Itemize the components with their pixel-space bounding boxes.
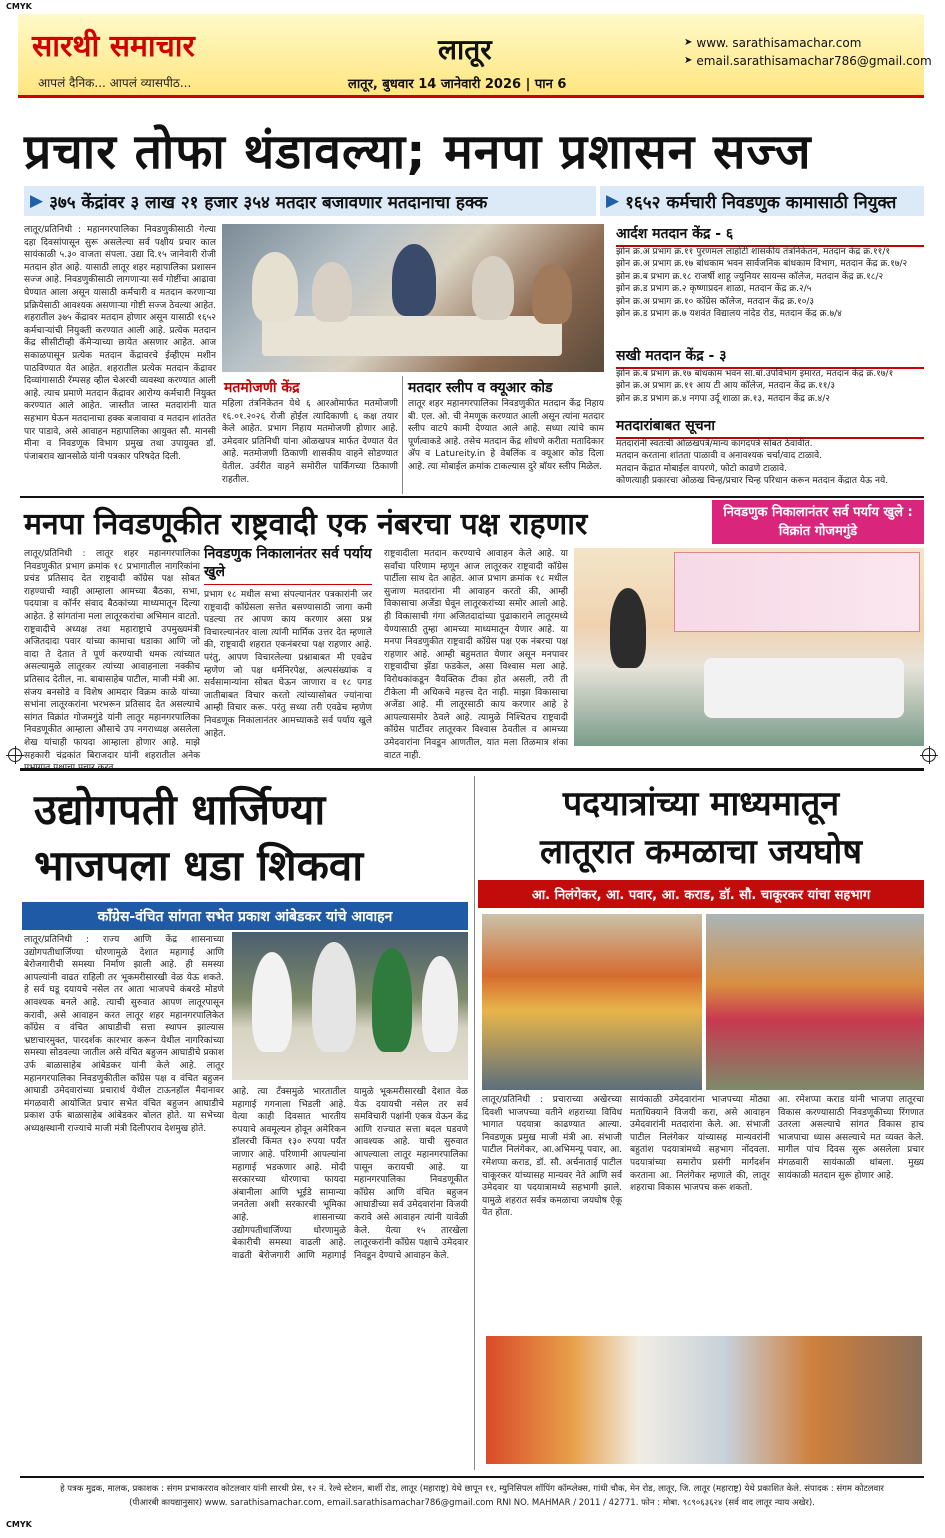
list-item: झोन क्र.ड प्रभाग क्र.४ नगपा उर्दू शाळा क्र.१३, मतदान केंद्र क्र.४/२ [616,393,830,404]
registration-mark-icon [922,748,936,762]
padyatra-photo-1 [482,914,702,1090]
story2-col3: राष्ट्रवादीला मतदान करण्याचे आवाहन केले आहे. या सर्वांचा परिणाम म्हणून आज लातूरकर राष्ट्रवादी कॉग्रेस पार्टीला साथ देत आहेत. आज प्रभाग क्रमांक १८ मधील सुजाण मतदारांना मी आवाहन करतो की, आम्ही विकासाचा अजेंडा घेवून लातूरकरांच्या समोर आलो आहे. ही विकासाची गंगा अजितदादांच्या पुढाकाराने लातूरमध्ये येण्यासाठी तुम्हा आमच्या माध्यमातून येणार आहे. या मनपा निवडणुकीत राष्ट्रवादी कॉग्रेस पक्ष एक नंबरचा पक्ष राहणार आहे. आम्ही बहुमतात येणार असून मनपावर राष्ट्रवादीचा झेंडा फडकेल, असा विश्वास मला आहे. विरोधकांकडून वैयक्तिक टीका होत असली, तरी ती टीकेला मी अधिकचे महत्त्व देत नाही. माझा विकासाचा अजेंडा आहे. मी लातूरसाठी काय करणार आहे हे आपल्यासमोर ठेवले आहे. त्यामुळे निश्चितच राष्ट्रवादी कॉग्रेस पार्टीवर लातूरकर विश्वास ठेवतील व आमच्या उमेदवारांना निवडून आणतील, यात मला तिळमात्र शंका वाटत नाही. [384,549,568,761]
list-item: मतदान केंद्रात मोबाईल वापरणे, फोटो काढणे टाळावे. [616,463,787,474]
padyatra-photo-strip [486,1336,922,1464]
cmyk-mark: CMYK [6,1520,32,1529]
cmyk-mark: CMYK [6,2,32,11]
story2-highlight [204,545,372,739]
stage-photo [574,548,924,746]
list-item: झोन क्र.अ प्रभाग क्र.१० कॉग्रेस कॉलेज, मतदान केंद्र क्र.१०/३ [616,296,815,307]
list-item: कोणत्याही प्रकारचा ओळख चिन्ह/प्रचार चिन्ह परिधान करून मतदान केंद्रात येऊ नये. [616,476,889,487]
story2-quote-box: निवडणुक निकालानंतर सर्व पर्याय खुले : विक्रांत गोजमगुंडे [712,500,924,544]
highlight-title: निवडणुक निकालानंतर सर्व पर्याय खुले [204,545,372,585]
email-link[interactable]: email.sarathisamachar786@gmail.com [696,54,932,68]
subheadline-staff: ▶ १६५२ कर्मचारी निवडणुक कामासाठी नियुक्त [600,186,924,216]
story4-col1: लातूर/प्रतिनिधी : प्रचाराच्या अखेरच्या दिवशी भाजपच्या वतीने शहराच्या विविध भागात पदयात्रा काढण्यात आल्या. निवडणूक प्रमुख माजी मंत्री आ. संभाजी पाटील निलंगेकर, आ.अभिमन्यू पवार, आ. रमेशप्पा कराड, डॉ. सौ. अर्चनाताई पाटील चाकूरकर यांच्यासह मान्यवर नेते आणि सर्व उमेदवार या पदयात्रामध्ये सहभागी झाले. यामुळे शहरात सर्वत्र कमळाचा जयघोष ऐकू येत होता. [482,1095,622,1219]
story1-body: लातूर/प्रतिनिधी : महानगरपालिका निवडणुकीसाठी गेल्या दहा दिवसांपासून सुरू असलेल्या सर्व पक्षीय प्रचार काल सायंकाळी ५.३० वाजता संपला. उद्या दि.१५ जानेवारी रोजी मतदान होत आहे. यासाठी लातूर शहर महापालिका प्रशासन सज्ज आहे. निवडणुकीसाठी लागणाऱ्या सर्व गोष्टींचा आढावा घेण्यात आला असून यासाठी कर्मचारी व मतदान करणाऱ्या प्रक्रियेसाठी आवश्यक असणाऱ्या गोष्टी सज्ज ठेवल्या आहेत. शहरातील ३७५ केंद्रावर मतदान होणार असून यासाठी १६५२ कर्मचाऱ्यांची नियुक्ती करण्यात आली आहे. प्रत्येक मतदान केंद्र सीसीटीव्ही कॅमेऱ्याच्या छायेत असणार आहेत. आज सकाळपासून प्रत्येक मतदान केंद्रावरचे ईव्हीएम मशीन पाठविण्यात येत आहेत. शहरातील प्रत्येक मतदान केंद्रावर दिव्यांगासाठी रॅम्पसह व्हील चेअरची व्यवस्था करण्यात आली आहे. त्याच प्रमाणे मतदान केंद्रावर आरोग्य कर्मचारी नियुक्त करण्यात आले आहेत. जास्तीत जास्त मतदारांनी यात सहभाग घेऊन मतदानाचा हक्क बजावावा व मतदान शांततेत पार पाडावे, असे आवाहन महापालिका आयुक्त सौ. मानसी मीना व निवडणूक विभाग प्रमुख तथा उपायुक्त डॉ. पंजाबराव खानसोळे यांनी पत्रकार परिषदेत दिली. [24,225,216,462]
rally-photo-stage [232,932,468,1080]
box-label-counting: मतमोजणी केंद्र [224,380,300,396]
list-item: झोन क्र.अ प्रभाग क्र.१७ बांधकाम भवन सार्वजनिक बांधकाम विभाग, मतदान केंद्र क्र.१७/२ [616,259,908,270]
list-item: झोन क्र.अ प्रभाग क्र.११ आय टी आय कॉलेज, मतदान केंद्र क्र.११/३ [616,381,836,392]
story2-headline: मनपा निवडणूकीत राष्ट्रवादी एक नंबरचा पक्ष राहणार [24,507,588,542]
arrow-icon: ➤ [684,55,693,66]
story4-col3: आ. रमेशप्पा कराड यांनी भाजपा लातूरचा विकास करण्यासाठी निवडणूकीच्या रिंगणात उतरला असल्याचे सांगत विकास हाच भाजपाचा ध्यास असल्याचे मत व्यक्त केले. मागील पांच दिवस सुरू असलेला प्रचार मंगळवारी सायंकाळी थांबला. मुख्य सायंकाळी मतदान सुरू होणार आहे. [778,1095,924,1181]
subheadline-voters: ▶ ३७५ केंद्रांवर ३ लाख २१ हजार ३५४ मतदार बजावणार मतदानाचा हक्क [24,186,596,216]
masthead [18,14,932,98]
model-centers-list [616,246,924,320]
story3-col1: लातूर/प्रतिनिधी : राज्य आणि केंद्र शासनाच्या उद्योगपतीधार्जिण्या धोरणामुळे देशात महागाई आणि बेरोजगारीची समस्या निर्माण झाली आहे. ही समस्या आपल्यांनी वाढत राहिली तर भूकमरीसारखी वेळ येऊ शकते. हे सर्व घडू दयायचे नसेल तर आता भाजपचे कंबरडे मोडणे आवश्यक बनले आहे. त्याची सुरुवात आपण लातूरपासून करावी, असे आवाहन करत लातूर शहर महानगरपालिकेत काँग्रेस व वंचित आघाडीची सत्ता स्थापन झाल्यास भ्रष्टाचारमुक्त, पारदर्शक कारभार करून येथील नागरिकांच्या समस्या सोडवल्या जातील असे वंचित बहुजन आघाडीचे प्रकाश उर्फ बाळासाहेब आंबेडकर यांनी केले आहे. लातूर महानगरपालिका निवडणुकीतील काँग्रेस पक्ष व वंचित बहुजन आघाडी उमेदवारांच्या प्रचारार्थ येथील टाऊनहॉल मैदानावर मंगळवारी आयोजित प्रचार सभेत वंचित बहुजन आघाडीचे प्रकाश उर्फ बाळासाहेब आंबेडकर बोलत होते. या सभेच्या अध्यक्षस्थानी राज्याचे माजी मंत्री दिलीपराव देशमुख होते. [24,935,224,1134]
arrow-icon: ➤ [684,37,693,48]
story4-subhead-bar: आ. निलंगेकर, आ. पवार, आ. कराड, डॉ. सौ. चाकूरकर यांचा सहभाग [478,880,924,908]
voter-notice-head: मतदारांबाबत सूचना [616,416,924,439]
list-item: झोन क्र.अ प्रभाग क्र.११ पुरणमल लाहोटी शासकीय तंत्रनिकेतन, मतदान केंद्र क्र.११/१ [616,247,891,257]
list-item: झोन क्र.ब प्रभाग क्र.१७ बांधकाम भवन सा.बां.उपविभाग इमारत, मतदान केंद्र क्र.१७/१ [616,369,894,379]
padyatra-photo-2 [706,914,924,1090]
story3-headline: उद्योगपती धार्जिण्या भाजपला धडा शिकवा [34,785,364,890]
model-centers-head: आर्दश मतदान केंद्र - ६ [616,224,924,247]
contact-block [684,34,932,70]
counting-text: महिला तंत्रनिकेतन येथे ६ आरओमार्फत मतमोजणी १६.०१.२०२६ रोजी होईल त्यादिकाणी ६ कक्ष तयार केले आहेत. प्रभाग निहाय मतमोजणी होणार आहे. उमेदवार प्रतिनिधी यांना ओळखपत्र मार्फत देण्यात येत आहे. मतमोजणी ठिकाणी शासकीय वाहने सोडण्यात येतील. उर्वरीत वाहने समोरील पार्किंगच्या ठिकाणी राहतील. [222,399,398,485]
box-label-voter-slip: मतदार स्लीप व क्यूआर कोड [408,380,553,396]
list-item: मतदान करताना शांतता पाळावी व अनावश्यक चर्चा/वाद टाळावे. [616,451,822,462]
dateline: लातूर, बुधवार 14 जानेवारी 2026 | पान 6 [348,77,567,92]
edition-city: लातूर [438,33,492,66]
voter-slip-text: लातूर शहर महानगरपालिका निवडणुकीत मतदान केंद्र निहाय बी. एल. ओ. ची नेमणूक करण्यात आली असून त्यांना मतदार स्लीप वाटपे कामी देण्यात आले आहे. सध्या त्यांचे काम पूर्णत्वाकडे आहे. तसेच मतदान केंद्र शोधणे करीता मतादिकार ॲप व Latureity.in हे वेबलिंक व क्यूआर कोड दिला आहे. त्या मोबाईल क्रमांक टाकल्यास दुरे बॉयर स्लीप मिळेल. [408,399,604,472]
arrow-icon: ▶ [30,191,44,211]
story2-col1: लातूर/प्रतिनिधी : लातूर शहर महानगरपालिका निवडणुकीत प्रभाग क्रमांक १८ प्रभागातील नागरिकांना प्रचंड प्रतिसाद देत राष्ट्रवादी कॉग्रेस पक्ष सोबत राहण्याची ग्वाही आम्हाला आमच्या बैठका, सभा, पदयात्रा व कॉर्नर संवाद बैठकांच्या माध्यमातून दिल्या आहेत. हे सांगतांना मला लातूरकरांचा अभिमान वाटतो. राष्ट्रवादीचे अध्यक्ष तथा महाराष्ट्राचे उपमुख्यमंत्री अजितदादा पवार यांच्या कामाचा धडाका आणि जो वादा ते देतात ते पूर्ण करण्याची धमक त्यांच्यात असल्यामुळे लातूरकर त्यांच्या आवाहनाला नक्कीच प्रतिसाद देतील, ना. बाबासाहेब पाटील, माजी मंत्री आ. संजय बनसोडे व विशेष आमदार विक्रम काळे यांच्या सभांना लातूरकरांना भरभरून प्रतिसाद देत असल्याचे सांगत विक्रांत गोजमगुंडे यांनी लातूर महानगरपालिका निवडणूकीत आम्हाला औसाचे उप नगराध्यक्ष असलेला शेख यांचाही फायदा आम्हाला होणार आहे. माझे सहकारी चंद्रकांत बिराजदार यांनी शहरातील अनेक [24,549,200,761]
story3-col2: आहे. त्या टँक्समुळे भारतातील महागाई गगनाला भिडली आहे. येत्या काही दिवसात भारतीय रुपयाचे अवमूल्यन होवून अमेरिकन डॉलरची किंमत १३० रुपया पर्यंत जाणार आहे. परिणामी आपल्यांना महागाई भडकणार आहे. मोदी सरकारच्या धोरणाचा फायदा अंबानीला आणि भूईडे सामान्या जनतेला अशी सरकारची भूमिका आहे. शासनाच्या उद्योगपतीधार्जिण्या धोरणामुळे बेकारीची समस्या वाढली आहे. वाढती बेरोजगारी आणि महागाई यामुळे भूकमरीसारखी देशात वेळ येऊ दयायची नसेल तर सर्व समविचारी पक्षांनी एकत्र येऊन केंद्र आणि राज्यात सत्ता बदल घडवणे आवश्यक आहे. याची सुरुवात आपल्याला लातूर महानगरपालिका पासून करायची आहे. या महानगरपालिका निवडणूकीत काँग्रेस आणि वंचित बहुजन आघाडीच्या सर्व उमेदवारांना विजयी करावे असे आवाहन त्यांनी यावेळी केले. येत्या १५ तारखेला लातूरकरांनी काँग्रेस पक्षाचे उमेदवार निवडून देण्याचे आवाहन केले. [232,1087,468,1261]
sakhi-centers-head: सखी मतदान केंद्र - ३ [616,346,924,369]
website-link[interactable]: www. sarathisamachar.com [696,36,862,50]
voter-notice-list [616,438,924,488]
list-item: झोन क्र.ड प्रभाग क्र.७ यशवंत विद्यालय नांदेड रोड, मतदान केंद्र क्र.७/४ [616,309,842,320]
arrow-icon: ▶ [606,191,620,211]
highlight-text: प्रभाग १८ मधील सभा संपल्यानंतर पत्रकारांनी जर राष्ट्रवादी कॉग्रेसला सत्तेत बसण्यासाठी जागा कमी पडल्या तर आपण काय करणार असा प्रश्न विचारल्यानंतर वाला त्यांनी मार्मिक उत्तर देत म्हणाले की, राष्ट्रवादी शहरात एकनंबरचा पक्ष राहणार आहे. परंतु, आपण विचारलेल्या प्रश्नाबाबत मी एवढेच म्हणेण जो पक्ष धर्मनिरपेक्ष, अल्पसंख्यांक व सर्वसामान्यांना सोबत घेऊन जाणारा व १८ पगड जातीबाबत विचार करतो त्यांच्यासोबत ज्यांनाचा आम्ही विचार करू. परंतु सध्या तरी एवढेच म्हणेण निवडणूक निकालानंतर आमच्याकडे सर्व पर्याय खुले आहेत. [204,590,372,739]
list-item: मतदारांनी स्वतःची ओळखपत्रे/मान्य कागदपत्रे सोबत ठेवावीत. [616,439,813,449]
story3-subhead-bar: काँग्रेस-वंचित सांगता सभेत प्रकाश आंबेडकर यांचे आवाहन [22,902,468,930]
sakhi-centers-list [616,368,924,405]
meeting-photo [222,224,604,372]
list-item: झोन क्र.ड प्रभाग क्र.२ कृष्णाप्रदन शाळा, मतदान केंद्र क्र.२/५ [616,284,812,295]
list-item: झोन क्र.ब प्रभाग क्र.१८ राजर्षी शाहू ज्युनियर सायन्स कॉलेज, मतदान केंद्र क्र.१८/२ [616,271,884,282]
registration-mark-icon [8,748,22,762]
brand-logo: सारथी समाचार [32,29,195,64]
story4-headline: पदयात्रांच्या माध्यमातून लातूरात कमळाचा जयघोष [540,784,862,872]
imprint-footer: हे पत्रक मुद्रक, मालक, प्रकाशक : संगम प्रभाकरराव कोटलवार यांनी सारथी प्रेस, १२ नं. रेल्वे स्टेशन, बार्शी रोड, लातूर (महाराष्ट्र) येथे छापून ११, म्युनिसिपल शॉपिंग कॉम्प्लेक्स, गांधी चौक, मेन रोड, लातूर, जि. लातूर (महाराष्ट्र) येथे प्रकाशित केले. संपादक : संगम कोटलवार (पीआरबी कायद्यानुसार) www. sarathisamachar.com, email.sarathisamachar786@gmail.com RNI NO. MAHMAR / 2011 / 42771. फोन : मोबा. ९८९०६३६२४ (सर्व वाद लातूर न्याय अखेर). [20,1476,924,1514]
story4-col2: सायंकाळी उमेदवारांना भाजपच्या मोठ्या मताधिक्याने विजयी करा, असे आवाहन उमेदवारांनी मतदारांना केले. आ. संभाजी पाटील निलंगेकर यांच्यासह मान्यवरांनी बहुतांश पदयात्रांमध्ये सहभाग नोंदवला. पदयात्रांच्या समारोप प्रसंगी मार्गदर्शन करताना आ. निलंगेकर म्हणाले की, लातूर शहराचा विकास भाजपच करू शकतो. [630,1095,770,1194]
main-headline: प्रचार तोफा थंडावल्या; मनपा प्रशासन सज्ज [24,124,812,180]
tagline: आपलं दैनिक... आपलं व्यासपीठ... [38,76,192,90]
